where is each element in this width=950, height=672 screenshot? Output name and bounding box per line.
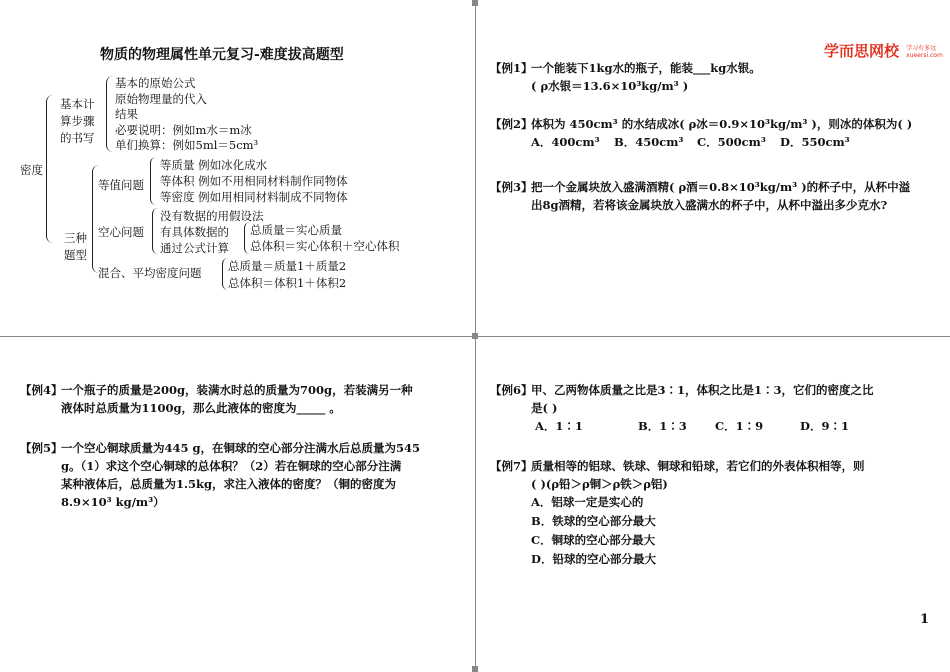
option: D．9∶1 — [800, 419, 849, 433]
option: A．1∶1 — [535, 419, 583, 433]
list-item: 通过公式计算 — [160, 241, 229, 255]
list-item: 等密度 例如用相同材料制成不同物体 — [160, 190, 348, 204]
root-label-density: 密度 — [20, 163, 43, 177]
mix-label: 混合、平均密度问题 — [98, 266, 202, 280]
example-line: 8.9×10³ kg/m³） — [61, 495, 165, 509]
option: B．铁球的空心部分最大 — [531, 514, 656, 528]
example-tag: 【例2】 — [490, 117, 533, 131]
equiv-label: 等值问题 — [98, 178, 144, 192]
example-line: 某种液体后，总质量为1.5kg，求注入液体的密度？（铜的密度为 — [61, 477, 397, 491]
group-basic-steps-label: 基本计 算步骤 的书写 — [60, 97, 95, 145]
list-item: 等质量 例如冰化成水 — [160, 158, 268, 172]
list-item: 必要说明：例如m水＝m冰 — [115, 122, 252, 137]
example-line: 一个空心铜球质量为445 g，在铜球的空心部分注满水后总质量为545 — [61, 441, 421, 455]
list-item: 单们换算：例如5ml＝5cm³ — [115, 138, 259, 152]
option: C．铜球的空心部分最大 — [531, 533, 656, 547]
equiv-brace — [150, 157, 156, 205]
example-line: ( )(ρ铅＞ρ铜＞ρ铁＞ρ铝) — [531, 477, 668, 491]
example-tag: 【例5】 — [20, 441, 63, 455]
example-tag: 【例3】 — [490, 180, 533, 194]
list-item: 总体积＝实心体积＋空心体积 — [250, 239, 400, 253]
example-tag: 【例6】 — [490, 383, 533, 397]
equiv-list — [160, 157, 348, 205]
list-item: 结果 — [115, 107, 138, 121]
example-line: 一个能装下1kg水的瓶子，能装___kg水银。 — [531, 61, 761, 75]
group-three-types-label: 三种 题型 — [64, 231, 87, 262]
mix-sub-list — [228, 258, 346, 292]
page-number: 1 — [920, 612, 930, 627]
option: C．500cm³ — [697, 135, 766, 149]
hollow-label: 空心问题 — [98, 225, 144, 239]
corner-mark — [472, 0, 478, 6]
option: A．铝球一定是实心的 — [531, 495, 644, 509]
example-line: g。（1）求这个空心铜球的总体积？（2）若在铜球的空心部分注满 — [61, 459, 402, 473]
option: C．1∶9 — [715, 419, 764, 433]
list-item: 总质量＝实心质量 — [250, 223, 342, 237]
logo-text: 学而思网校 — [824, 42, 900, 60]
hollow-sub-list — [250, 222, 400, 254]
hollow-brace — [152, 208, 158, 254]
corner-mark — [472, 666, 478, 672]
option: A．400cm³ — [531, 135, 600, 149]
option: B．450cm³ — [614, 135, 684, 149]
list-item: 基本的原始公式 — [115, 76, 196, 90]
root-brace — [46, 95, 53, 243]
brand-logo: 学而思网校 学习有多远 xueersi.com — [824, 42, 943, 60]
list-item: 有具体数据的 — [160, 225, 229, 239]
example-line: 液体时总质量为1100g，那么此液体的密度为_____ 。 — [61, 401, 341, 415]
example-line: 质量相等的铝球、铁球、铜球和铅球，若它们的外表体积相等，则 — [531, 459, 865, 473]
option: B．1∶3 — [638, 419, 687, 433]
example-line: 体积为 450cm³ 的水结成冰( ρ冰＝0.9×10³kg/m³ )，则冰的体积为( ) — [531, 117, 913, 131]
example-line: 甲、乙两物体质量之比是3∶1，体积之比是1∶3，它们的密度之比 — [531, 383, 874, 397]
example-tag: 【例4】 — [20, 383, 63, 397]
basic-steps-brace — [106, 76, 113, 152]
example-tag: 【例1】 — [490, 61, 533, 75]
list-item: 总质量＝质量1＋质量2 — [228, 259, 347, 273]
option: D．550cm³ — [780, 135, 850, 149]
example-line: 出8g酒精，若将该金属块放入盛满水的杯子中，从杯中溢出多少克水? — [531, 198, 888, 212]
page-title: 物质的物理属性单元复习-难度拔高题型 — [100, 47, 344, 63]
example-line: 是( ) — [531, 401, 558, 415]
example-line: 一个瓶子的质量是200g，装满水时总的质量为700g，若装满另一种 — [61, 383, 413, 397]
list-item: 总体积＝体积1＋体积2 — [228, 276, 347, 290]
basic-steps-list — [115, 76, 258, 154]
option: D．铅球的空心部分最大 — [531, 552, 656, 566]
example-line: 把一个金属块放入盛满酒精( ρ酒＝0.8×10³kg/m³ )的杯子中，从杯中溢 — [531, 180, 911, 194]
list-item: 原始物理量的代入 — [115, 91, 207, 106]
example-tag: 【例7】 — [490, 459, 533, 473]
example-line: ( ρ水银＝13.6×10³kg/m³ ) — [531, 79, 689, 93]
list-item: 等体积 例如不用相同材料制作同物体 — [160, 174, 348, 188]
corner-mark — [472, 333, 478, 339]
list-item: 没有数据的用假设法 — [160, 209, 264, 223]
